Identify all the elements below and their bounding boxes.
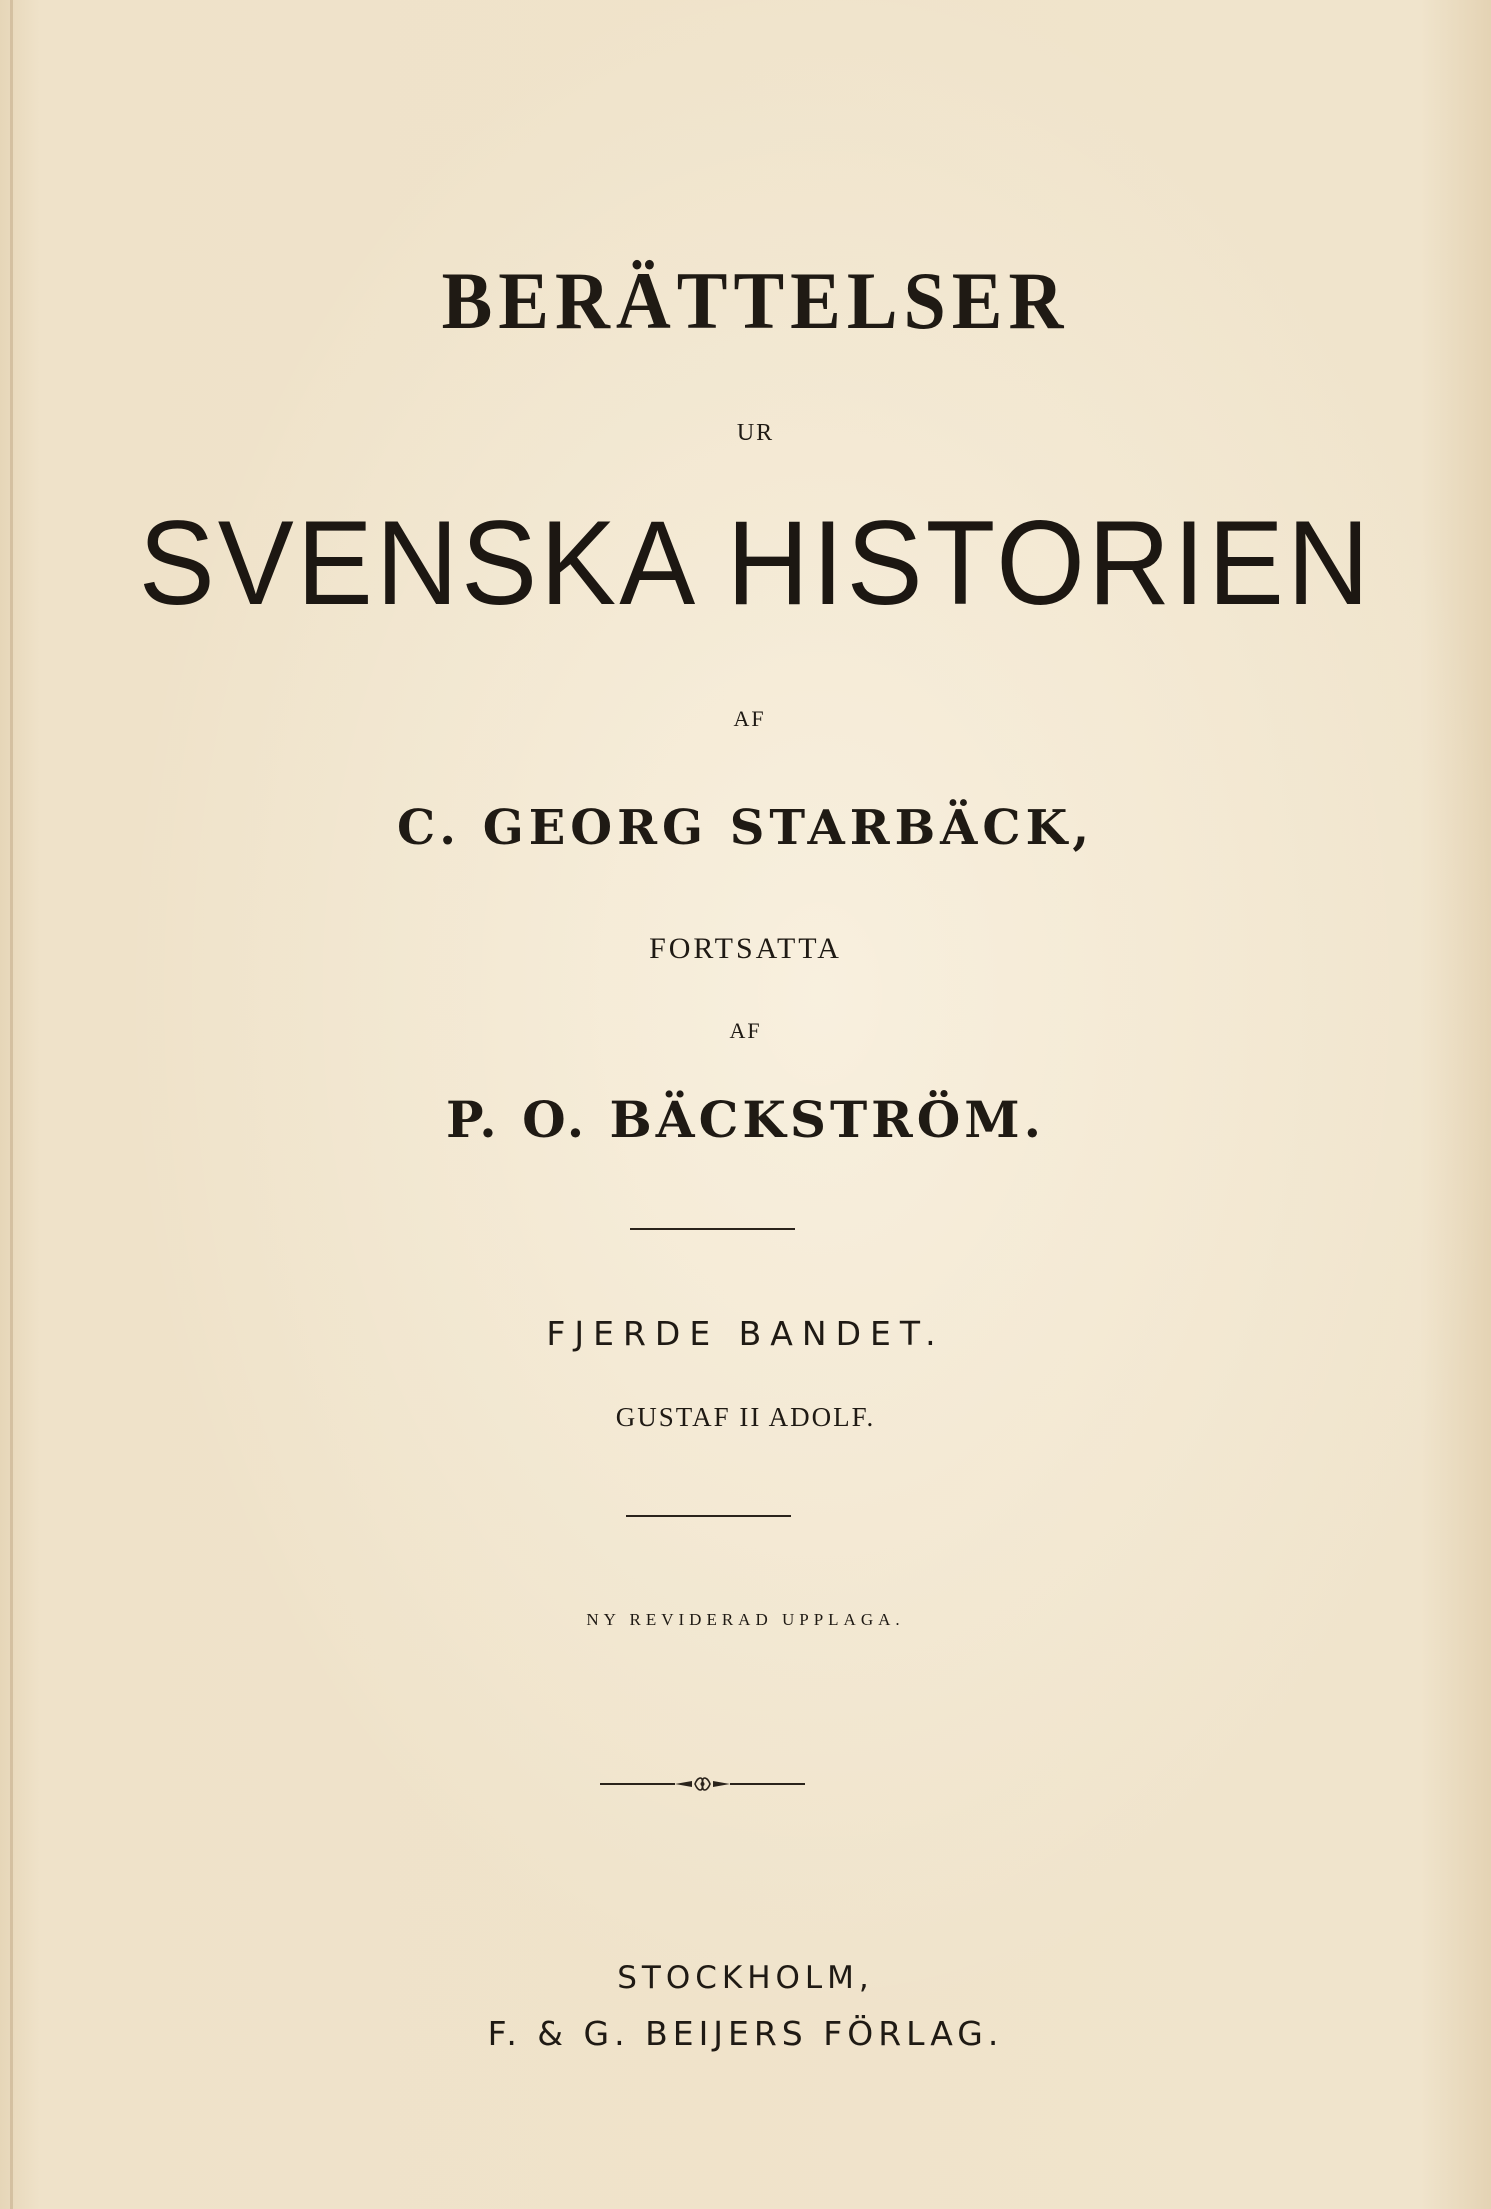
ornament-divider-icon	[600, 1772, 805, 1796]
divider-rule-1	[630, 1228, 795, 1230]
divider-rule-2	[626, 1515, 791, 1517]
imprint-city: STOCKHOLM,	[617, 1960, 874, 1996]
title-line-2: SVENSKA HISTORIEN	[138, 496, 1373, 631]
imprint-publisher: F. & G. BEIJERS FÖRLAG.	[487, 2014, 1004, 2053]
author-2: P. O. BÄCKSTRÖM.	[445, 1090, 1046, 1149]
connector-af-2: AF	[729, 1018, 762, 1043]
edition-note: NY REVIDERAD UPPLAGA.	[586, 1610, 905, 1629]
continued-label: FORTSATTA	[649, 932, 842, 965]
volume-subject: GUSTAF II ADOLF.	[615, 1402, 876, 1432]
volume-label: FJERDE BANDET.	[546, 1314, 945, 1353]
author-1: C. GEORG STARBÄCK,	[396, 800, 1095, 856]
title-line-1: BERÄTTELSER	[441, 255, 1070, 347]
connector-af-1: AF	[733, 706, 766, 731]
connector-ur: UR	[736, 420, 775, 446]
